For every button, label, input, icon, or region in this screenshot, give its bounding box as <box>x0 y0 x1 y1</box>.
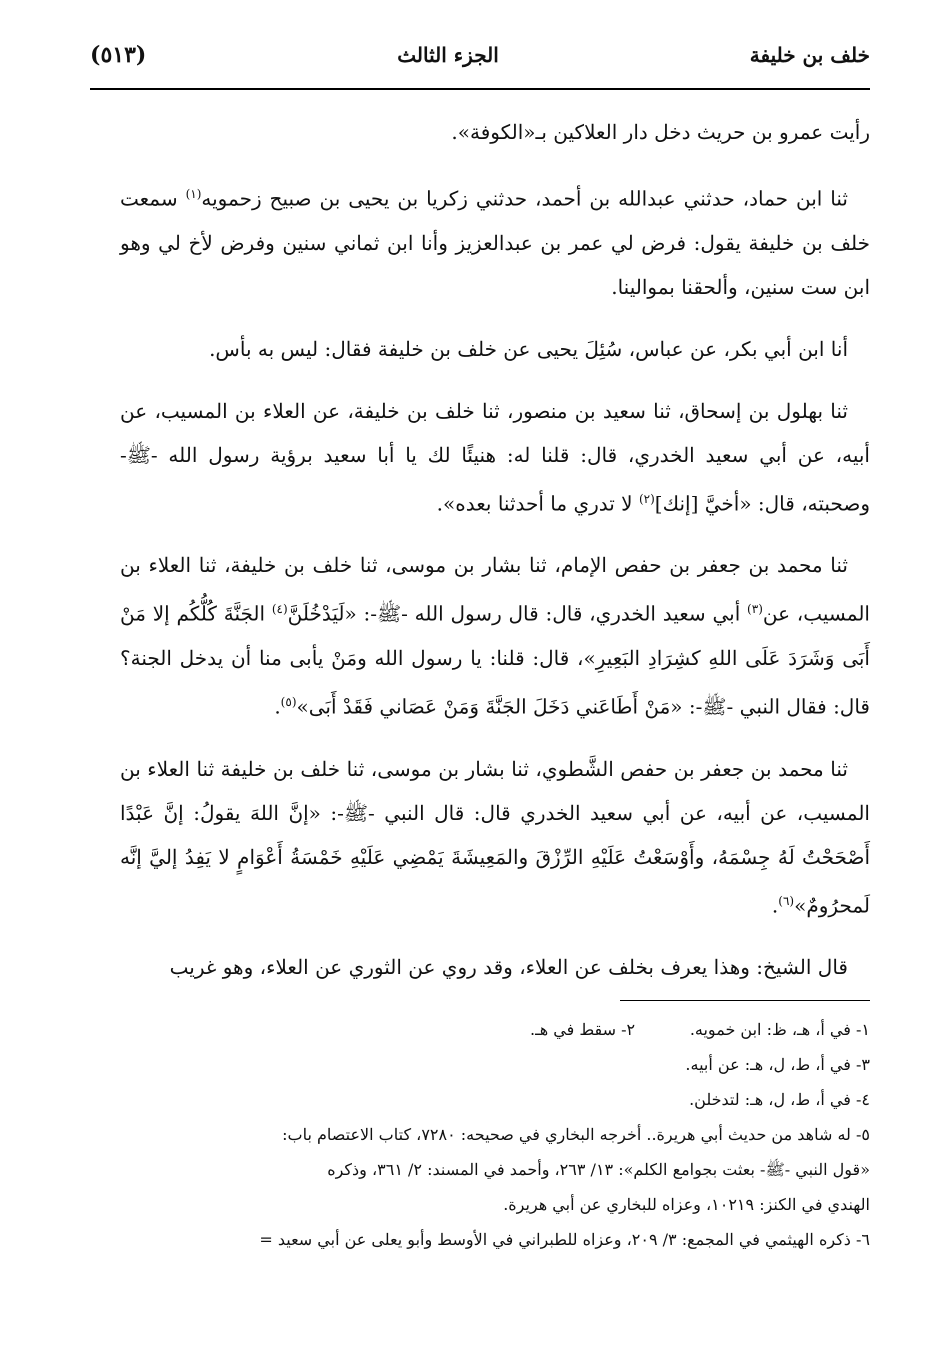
paragraph-4-text-cont: لا تدري ما أحدثنا بعده». <box>436 491 639 516</box>
paragraph-5-text: ثنا محمد بن جعفر بن حفص الإمام، ثنا بشار بن موسى، ثنا خلف بن خليفة، ثنا العلاء بن المسيب، عن <box>120 553 870 626</box>
footnote-4: ٤- في أ، ط، ل، هـ: لتدخلن. <box>689 1090 870 1109</box>
footnote-marker-6: (٦) <box>778 893 795 908</box>
footnote-5-line-3: الهندي في الكنز: ١٠٢١٩، وعزاه للبخاري عن أبي هريرة. <box>503 1195 870 1214</box>
paragraph-2-text: ثنا ابن حماد، حدثني عبدالله بن أحمد، حدثني زكريا بن يحيى بن صبيح زحمويه <box>201 186 848 211</box>
paragraph-6-text-cont: . <box>771 893 779 918</box>
footnote-2: ٢- سقط في هـ. <box>530 1020 636 1039</box>
paragraph-5-text-b: أبي سعيد الخدري، قال: قال رسول الله -ﷺ-: «لَيَدْخُلَنَّ <box>287 601 748 626</box>
paragraph-7: قال الشيخ: وهذا يعرف بخلف عن العلاء، وقد روي عن الثوري عن العلاء، وهو غريب <box>169 955 848 980</box>
paragraph-5 <box>120 543 870 728</box>
paragraph-3: أنا ابن أبي بكر، عن عباس، سُئِلَ يحيى عن خلف بن خليفة فقال: ليس به بأس. <box>209 336 848 361</box>
footnote-marker-1: (١) <box>185 187 202 201</box>
footnote-divider <box>620 1000 870 1001</box>
paragraph-6 <box>120 747 870 928</box>
header-volume: الجزء الثالث <box>397 43 499 67</box>
footnote-5-line-1: ٥- له شاهد من حديث أبي هريرة.. أخرجه البخاري في صحيحه: ٧٢٨٠، كتاب الاعتصام باب: <box>282 1125 870 1144</box>
paragraph-2 <box>120 172 870 309</box>
footnote-marker-3: (٣) <box>747 602 763 617</box>
paragraph-4-text: ثنا بهلول بن إسحاق، ثنا سعيد بن منصور، ثنا خلف بن خليفة، عن العلاء بن المسيب، عن أبيه، عن أبي سعيد الخدري، قال: قلنا له: هنيئًا لك يا أبا سعيد برؤية رسول الله -ﷺ- وصحبته، قال: «أخيَّ [إنك] <box>120 398 870 516</box>
footnote-6: ٦- ذكره الهيثمي في المجمع: ٣/ ٢٠٩، وعزاه للطبراني في الأوسط وأبو يعلى عن أبي سعيد = <box>259 1230 870 1249</box>
page-header <box>90 30 870 80</box>
page-number: (٥١٣) <box>90 42 147 68</box>
footnote-marker-4: (٤) <box>271 602 288 617</box>
footnote-row-1 <box>90 1012 870 1047</box>
paragraph-6-text: ثنا محمد بن جعفر بن حفص الشَّطوي، ثنا بشار بن موسى، ثنا خلف بن خليفة ثنا العلاء بن المسيب، عن أبيه، عن أبي سعيد الخدري قال: قال النبي -ﷺ-: «إنَّ اللهَ يقولُ: إنَّ عَبْدًا أَصْحَحْتُ لَهُ جِسْمَهُ، وأَوْسَعْتُ عَلَيْهِ الرِّزْقَ والمَعِيشَةَ يَمْضِي عَلَيْهِ خَمْسَةُ أَعْوَامٍ لا يَفِدُ إليَّ إنَّه لَمحرُومٌ» <box>120 756 870 918</box>
footnote-marker-2: (٢) <box>638 491 655 506</box>
footnote-3: ٣- في أ، ط، ل، هـ: عن أبيه. <box>685 1055 870 1074</box>
footnote-1: ١- في أ، هـ، ظ: ابن خمويه. <box>689 1020 870 1039</box>
footnote-marker-5: (٥) <box>280 694 297 709</box>
footnotes <box>90 1012 870 1257</box>
main-text <box>120 110 870 1007</box>
paragraph-5-text-c: الجَنَّةَ كُلُّكُم إلا مَنْ أَبَى وَشَرَدَ عَلَى اللهِ كشِرَادِ البَعِيرِ»، قال: قلنا: يا رسول الله ومَنْ يأبى منا أن يدخل الجنة؟ قال: فقال النبي -ﷺ-: «مَنْ أَطَاعَني دَخَلَ الجَنَّةَ وَمَنْ عَصَاني فَقَدْ أَبَى» <box>120 601 870 719</box>
paragraph-4 <box>120 389 870 526</box>
paragraph-5-text-d: . <box>274 694 281 719</box>
footnote-5-line-2: «قول النبي -ﷺ- بعثت بجوامع الكلم»: ١٣/ ٢٦٣، وأحمد في المسند: ٢/ ٣٦١، وذكره <box>327 1160 870 1179</box>
paragraph-2-text-cont: سمعت خلف بن خليفة يقول: فرض لي عمر بن عبدالعزيز وأنا ابن ثماني سنين وفرض لأخ لي وهو ابن ست سنين، وألحقنا بموالينا. <box>120 186 870 299</box>
header-divider <box>90 88 870 90</box>
header-chapter-title: خلف بن خليفة <box>749 43 870 67</box>
paragraph-1: رأيت عمرو بن حريث دخل دار العلاكين بـ«الكوفة». <box>451 120 870 144</box>
